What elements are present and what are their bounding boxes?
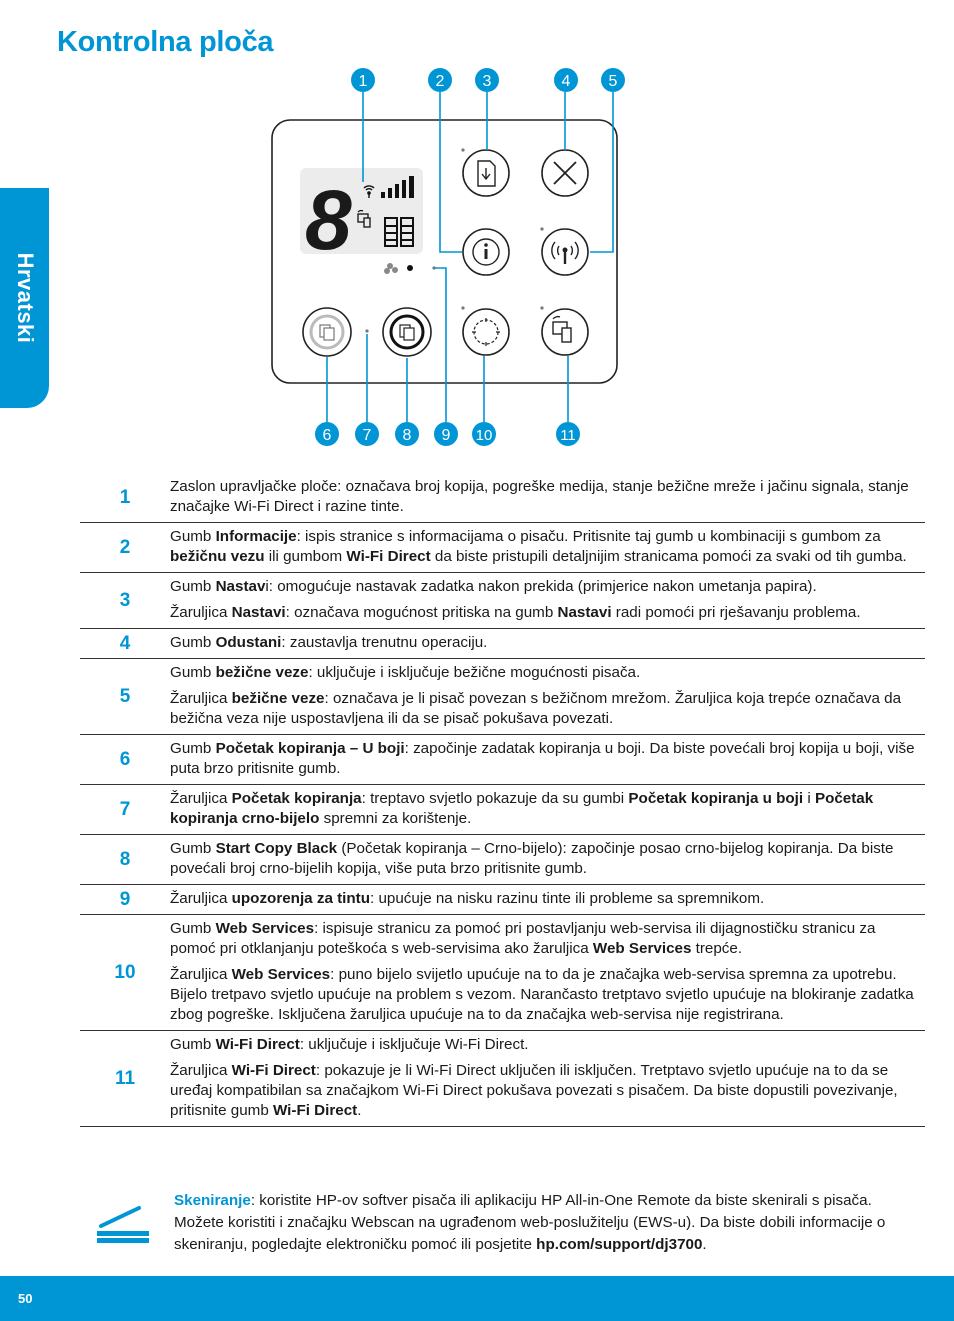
term: Informacije	[215, 528, 297, 545]
term: Wi-Fi Direct	[215, 1036, 300, 1053]
page-title: Kontrolna ploča	[57, 26, 274, 58]
row-number: 8	[119, 848, 131, 870]
text-run: i: omogućuje nastavak zadatka nakon prekida (primjerice nakon umetanja papira).	[265, 578, 817, 595]
text-run: Gumb	[170, 920, 216, 937]
start-copy-black-icon[interactable]	[383, 308, 431, 356]
description-paragraph	[170, 577, 925, 597]
web-services-icon[interactable]	[463, 309, 509, 355]
text-run: : treptavo svjetlo pokazuje da su gumbi	[361, 790, 629, 807]
description-paragraph	[170, 663, 925, 683]
term: Početak kopiranja	[231, 790, 362, 807]
resume-icon[interactable]	[463, 150, 509, 196]
row-description	[170, 1031, 925, 1126]
term: Početak kopiranja u boji	[628, 790, 804, 807]
table-row	[80, 573, 925, 629]
description-table	[80, 473, 925, 1127]
description-paragraph	[170, 477, 925, 517]
term: Nastavi	[231, 604, 286, 621]
description-paragraph	[170, 739, 925, 779]
text-run: Žaruljica	[170, 966, 232, 983]
row-description	[170, 835, 925, 884]
table-row	[80, 885, 925, 915]
text-run: trepće.	[691, 940, 743, 957]
term: upozorenja za tintu	[231, 890, 370, 907]
callout-10: 10	[475, 427, 493, 444]
table-row	[80, 629, 925, 659]
text-run: Žaruljica	[170, 1062, 232, 1079]
row-number: 7	[119, 798, 131, 820]
description-paragraph	[170, 889, 925, 909]
text-run: .	[357, 1102, 362, 1119]
term: Wi-Fi Direct	[346, 548, 431, 565]
table-row	[80, 735, 925, 785]
row-number: 1	[119, 486, 131, 508]
text-run: : označava mogućnost pritiska na gumb	[285, 604, 558, 621]
row-number: 4	[119, 632, 131, 654]
row-description	[170, 885, 925, 914]
row-description	[170, 523, 925, 572]
row-description	[170, 735, 925, 784]
description-paragraph	[170, 527, 925, 567]
text-run: Gumb	[170, 664, 216, 681]
text-run: Žaruljica	[170, 790, 232, 807]
callout-9: 9	[441, 427, 451, 444]
description-paragraph	[170, 1035, 925, 1055]
page-footer	[0, 1276, 954, 1321]
text-run: : započinje zadatak kopiranja u boji. Da biste povećali broj kopija u boji, više puta brzo pritisnite gumb.	[170, 740, 915, 777]
text-run: Gumb	[170, 528, 216, 545]
table-row	[80, 835, 925, 885]
text-run: : uključuje i isključuje bežične mogućnosti pisača.	[308, 664, 641, 681]
term: Web Services	[215, 920, 315, 937]
callout-2: 2	[435, 73, 445, 90]
table-row	[80, 915, 925, 1031]
row-number: 9	[119, 888, 131, 910]
row-description	[170, 915, 925, 1030]
term: bežične veze	[231, 690, 325, 707]
callout-4: 4	[561, 73, 571, 90]
description-paragraph	[170, 919, 925, 959]
table-row	[80, 473, 925, 523]
term: bežičnu vezu	[170, 548, 265, 565]
text-run: spremni za korištenje.	[319, 810, 472, 827]
row-number: 2	[119, 536, 131, 558]
cancel-icon[interactable]	[542, 150, 588, 196]
text-run: (Početak kopiranja – Crno-bijelo): započinje posao crno-bijelog kopiranja. Da biste povećali broj crno-bijelih kopija, više puta brzo pritisnite gumb.	[170, 840, 894, 877]
callout-6: 6	[322, 427, 332, 444]
callout-3: 3	[482, 73, 492, 90]
text-run: : upućuje na nisku razinu tinte ili probleme sa spremnikom.	[370, 890, 765, 907]
callout-11: 11	[560, 427, 576, 444]
row-description	[170, 573, 925, 628]
description-paragraph	[170, 965, 925, 1025]
term: Nastav	[215, 578, 266, 595]
description-paragraph	[170, 789, 925, 829]
callout-7: 7	[362, 427, 372, 444]
term: Web Services	[231, 966, 331, 983]
term: Wi-Fi Direct	[231, 1062, 316, 1079]
language-tab-label: Hrvatski	[12, 252, 38, 344]
text-run: Gumb	[170, 740, 216, 757]
row-number: 6	[119, 748, 131, 770]
wifi-direct-icon[interactable]	[542, 309, 588, 355]
panel-display	[300, 168, 423, 267]
scan-end: .	[702, 1236, 707, 1253]
callout-1: 1	[358, 73, 368, 90]
scan-body: : koristite HP-ov softver pisača ili aplikaciju HP All-in-One Remote da biste skenirali s pisača. Možete koristiti i značajku Webscan na ugrađenom web-poslužitelju (EWS-u). Da biste dobili informacije o skeniranju, pogledajte elektroničku pomoć ili posjetite	[174, 1192, 886, 1253]
scan-text	[174, 1190, 925, 1256]
row-number: 3	[119, 589, 131, 611]
text-run: Gumb	[170, 578, 216, 595]
scanner-icon	[95, 1204, 151, 1244]
top-callouts	[351, 68, 625, 92]
description-paragraph	[170, 839, 925, 879]
row-number: 11	[114, 1067, 136, 1089]
text-run: : ispis stranice s informacijama o pisaču. Pritisnite taj gumb u kombinaciji s gumbom za	[296, 528, 881, 545]
text-run: Zaslon upravljačke ploče: označava broj kopija, pogreške medija, stanje bežične mreže i jačinu signala, stanje značajke Wi-Fi Direct i razine tinte.	[170, 478, 909, 515]
scan-label: Skeniranje	[174, 1192, 251, 1209]
text-run: da biste pristupili detaljnijim stranicama pomoći za svaki od tih gumba.	[430, 548, 907, 565]
text-run: i	[803, 790, 815, 807]
term: Web Services	[592, 940, 692, 957]
start-copy-color-icon[interactable]	[303, 308, 351, 356]
term: Wi-Fi Direct	[272, 1102, 358, 1119]
wireless-icon[interactable]	[542, 229, 588, 275]
text-run: Gumb	[170, 840, 216, 857]
ink-alert-light	[407, 265, 413, 271]
table-row	[80, 659, 925, 735]
text-run: Gumb	[170, 1036, 216, 1053]
text-run: Gumb	[170, 634, 216, 651]
text-run: Žaruljica	[170, 604, 232, 621]
text-run: : zaustavlja trenutnu operaciju.	[281, 634, 488, 651]
info-icon[interactable]	[463, 229, 509, 275]
text-run: : puno bijelo svijetlo upućuje na to da je značajka web-servisa spremna za upotrebu. Bijelo tretpavo svjetlo upućuje na problem s vezom. Narančasto tretptavo svjetlo upućuje na blokiranje zadatka zbog pogreške. Isključena žaruljica upućuje na to da značajka web-servisa nije registrirana.	[170, 966, 914, 1023]
bottom-callouts	[315, 422, 580, 446]
start-copy-light	[365, 329, 368, 332]
text-run: : uključuje i isključuje Wi-Fi Direct.	[299, 1036, 529, 1053]
table-row	[80, 523, 925, 573]
description-paragraph	[170, 603, 925, 623]
table-row	[80, 1031, 925, 1127]
text-run: : označava je li pisač povezan s bežičnom mrežom. Žaruljica koja trepće označava da bežična veza nije uspostavljena ili da se pisač pokušava povezati.	[170, 690, 902, 727]
callout-8: 8	[402, 427, 412, 444]
term: Odustani	[215, 634, 282, 651]
row-description	[170, 659, 925, 734]
text-run: ili gumbom	[264, 548, 347, 565]
term: Početak kopiranja crno-bijelo	[170, 790, 874, 827]
text-run: Žaruljica	[170, 690, 232, 707]
term: bežične veze	[215, 664, 309, 681]
row-number: 5	[119, 685, 131, 707]
scan-note	[90, 1190, 925, 1260]
text-run: : ispisuje stranicu za pomoć pri postavljanju web-servisa ili dijagnostičku stranicu za pomoć pri otklanjanju poteškoća s web-servisima ako žaruljica	[170, 920, 876, 957]
callout-5: 5	[608, 73, 618, 90]
row-description	[170, 473, 925, 522]
text-run: : pokazuje je li Wi-Fi Direct uključen ili isključen. Tretptavo svjetlo upućuje na to da se uređaj kompatibilan sa značajkom Wi-Fi Direct pokušava povezati s pisačem. Da biste dopustili povezivanje, pritisnite gumb	[170, 1062, 898, 1119]
description-paragraph	[170, 633, 925, 653]
description-paragraph	[170, 1061, 925, 1121]
row-description	[170, 629, 925, 658]
row-description	[170, 785, 925, 834]
text-run: Žaruljica	[170, 890, 232, 907]
term: Nastavi	[557, 604, 612, 621]
display-digit: 8	[305, 173, 352, 267]
page-number: 50	[18, 1291, 33, 1306]
description-paragraph	[170, 689, 925, 729]
table-row	[80, 785, 925, 835]
text-run: radi pomoći pri rješavanju problema.	[611, 604, 861, 621]
control-panel-diagram	[0, 0, 954, 460]
term: Start Copy Black	[215, 840, 338, 857]
term: Početak kopiranja – U boji	[215, 740, 405, 757]
support-link[interactable]: hp.com/support/dj3700	[536, 1236, 703, 1253]
row-number: 10	[114, 961, 136, 983]
